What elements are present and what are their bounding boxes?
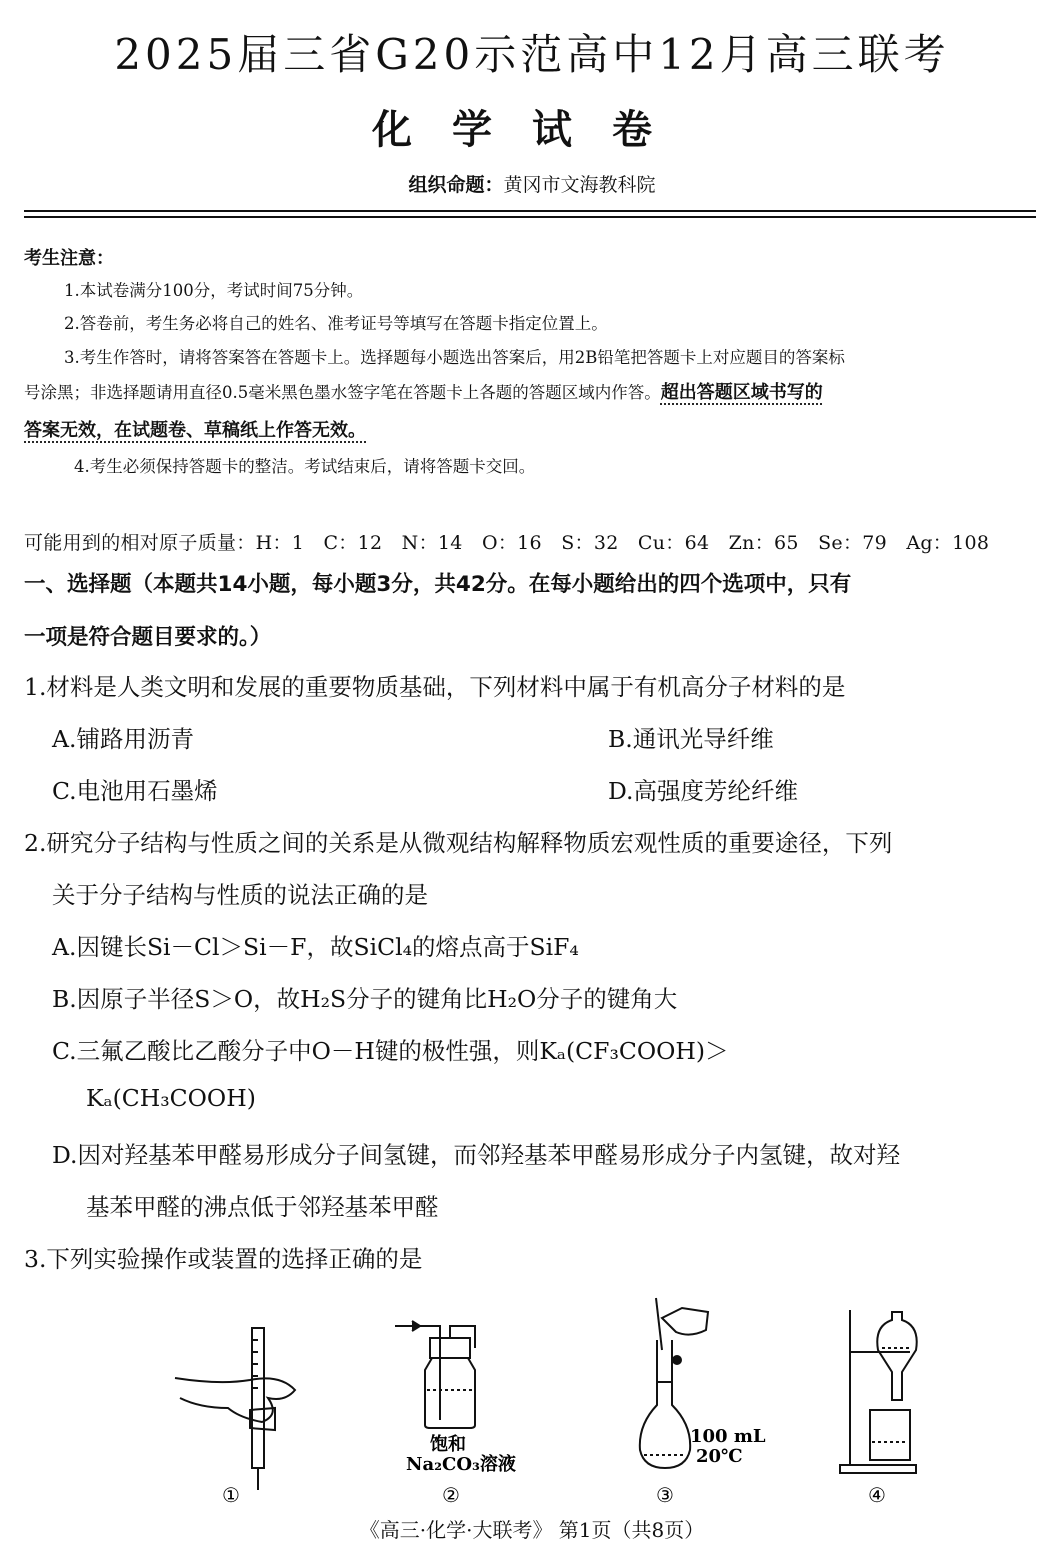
notice-item-3-line-1: 3.考生作答时，请将答案答在答题卡上。选择题每小题选出答案后，用2B铅笔把答题卡上对应题目的答案标 (64, 348, 845, 367)
q2-option-d-line-2: 基苯甲醛的沸点低于邻羟基苯甲醛 (86, 1193, 439, 1221)
figure-3-volume-label: 100 mL (690, 1426, 766, 1447)
figure-label-2: ② (442, 1483, 460, 1507)
exam-subject-title: 化学试卷 (372, 107, 692, 153)
header-divider-top (24, 210, 1036, 212)
notice-item-3-emphasis-2: 答案无效，在试题卷、草稿纸上作答无效。 (24, 420, 366, 441)
section-1-heading-line-2: 一项是符合题目要求的。） (24, 625, 272, 650)
q2-option-a: A.因键长Si－Cl＞Si－F，故SiCl₄的熔点高于SiF₄ (52, 933, 579, 961)
page-title: 2025届三省G20示范高中12月高三联考 (114, 30, 950, 79)
q2-stem-line-2: 关于分子结构与性质的说法正确的是 (52, 881, 428, 909)
q2-stem-line-1: 2.研究分子结构与性质之间的关系是从微观结构解释物质宏观性质的重要途径，下列 (24, 829, 893, 857)
notice-heading: 考生注意： (24, 248, 114, 269)
q1-stem: 1.材料是人类文明和发展的重要物质基础，下列材料中属于有机高分子材料的是 (24, 673, 846, 701)
organizer-value: 黄冈市文海教科院 (503, 174, 656, 196)
q2-option-d-line-1: D.因对羟基苯甲醛易形成分子间氢键，而邻羟基苯甲醛易形成分子内氢键，故对羟 (52, 1141, 900, 1169)
q2-option-c-line-2: Kₐ(CH₃COOH) (86, 1084, 256, 1112)
notice-item-3-text: 号涂黑；非选择题请用直径0.5毫米黑色墨水签字笔在答题卡上各题的答题区域内作答。 (24, 383, 661, 402)
page-footer: 《高三·化学·大联考》 第1页（共8页） (359, 1518, 705, 1542)
section-1-heading-line-1: 一、选择题（本题共14小题，每小题3分，共42分。在每小题给出的四个选项中，只有 (24, 572, 852, 597)
notice-item-3-emphasis-1: 超出答题区域书写的 (660, 382, 823, 403)
q1-option-a: A.铺路用沥青 (52, 725, 194, 753)
figure-4-separatory-funnel-stand (840, 1310, 917, 1473)
q3-stem: 3.下列实验操作或装置的选择正确的是 (24, 1245, 423, 1273)
figure-label-1: ① (222, 1483, 240, 1507)
figure-3-temperature-label: 20℃ (696, 1446, 743, 1467)
notice-item-4: 4.考生必须保持答题卡的整洁。考试结束后，请将答题卡交回。 (74, 457, 536, 476)
notice-item-3-line-2 (24, 382, 823, 404)
figure-label-3: ③ (656, 1483, 674, 1507)
figure-2-gas-washing-bottle (395, 1321, 475, 1428)
notice-item-1: 1.本试卷满分100分，考试时间75分钟。 (64, 281, 364, 300)
organizer-label: 组织命题： (408, 174, 504, 196)
q1-option-c: C.电池用石墨烯 (52, 777, 218, 805)
q3-apparatus-figure (150, 1290, 950, 1510)
figure-label-4: ④ (868, 1483, 886, 1507)
header-divider-bottom (24, 216, 1036, 218)
organizer-line (0, 170, 1064, 197)
q2-option-c-line-1: C.三氟乙酸比乙酸分子中O－H键的极性强，则Kₐ(CF₃COOH)＞ (52, 1037, 729, 1065)
q2-option-b: B.因原子半径S＞O，故H₂S分子的键角比H₂O分子的键角大 (52, 985, 678, 1013)
figure-2-label-solution: Na₂CO₃溶液 (406, 1454, 516, 1475)
figure-2-label-saturated: 饱和 (430, 1434, 466, 1455)
notice-item-3-line-3 (24, 420, 366, 442)
q1-option-d: D.高强度芳纶纤维 (608, 777, 798, 805)
figure-1-burette-hand (175, 1328, 295, 1490)
notice-item-2: 2.答卷前，考生务必将自己的姓名、准考证号等填写在答题卡指定位置上。 (64, 314, 608, 333)
q1-option-b: B.通讯光导纤维 (608, 725, 774, 753)
atomic-masses: 可能用到的相对原子质量：H：1 C：12 N：14 O：16 S：32 Cu：64 Zn：65 Se：79 Ag：108 (24, 532, 990, 554)
